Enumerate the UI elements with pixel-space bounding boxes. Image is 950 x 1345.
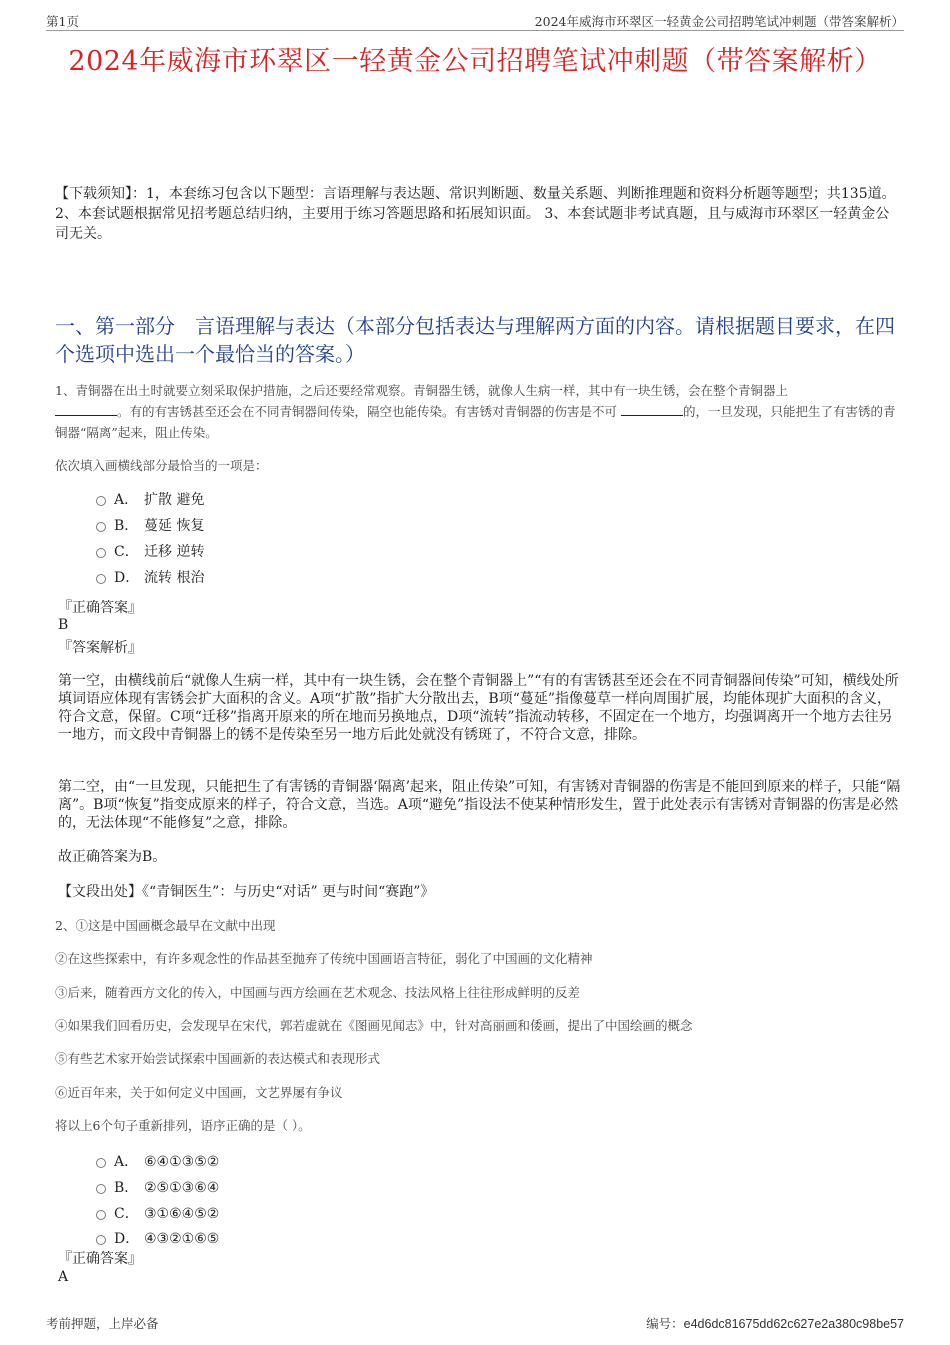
q1-option-d[interactable]: D． 流转 根治 (96, 568, 204, 588)
q1-stem-part-a: 1、青铜器在出土时就要立刻采取保护措施，之后还要经常观察。青铜器生锈，就像人生病一样，其中有一块生锈，会在整个青铜器上 (55, 383, 788, 398)
page-number: 第1页 (46, 14, 79, 29)
radio-icon[interactable] (96, 522, 106, 532)
q2-line-3: ③后来，随着西方文化的传入，中国画与西方绘画在艺术观念、技法风格上往往形成鲜明的反差 (55, 985, 581, 1000)
q2-line-1: 2、①这是中国画概念最早在文献中出现 (55, 918, 276, 933)
q2-answer-label: 『正确答案』 (58, 1251, 142, 1267)
q1-stem-part-c: 的，一旦发现，只能把生了有害锈的青铜器“隔离”起来，阻止传染。 (55, 404, 896, 440)
q2-line-6: ⑥近百年来，关于如何定义中国画，文艺界屡有争议 (55, 1085, 343, 1100)
q2-line-2: ②在这些探索中，有许多观念性的作品甚至抛弃了传统中国画语言特征，弱化了中国画的文化精神 (55, 951, 593, 966)
q2-option-b[interactable]: B． ②⑤①③⑥④ (96, 1178, 219, 1198)
q1-blank-2 (621, 403, 683, 416)
q2-option-d[interactable]: D． ④③②①⑥⑤ (96, 1229, 219, 1249)
q1-analysis-paragraph-2: 第二空，由“一旦发现，只能把生了有害锈的青铜器‘隔离’起来，阻止传染”可知，有害锈对青铜器的伤害是不能回到原来的样子，只能“隔离”。B项“恢复”指变成原来的样子，符合文意，当选。A项“避免”指设法不使某种情形发生，置于此处表示有害锈对青铜器的伤害是必然的，无法体现“不能修复”之意，排除。 (58, 779, 901, 831)
radio-icon[interactable] (96, 548, 106, 558)
radio-icon[interactable] (96, 1158, 106, 1168)
page-header (46, 12, 904, 31)
document-title: 2024年威海市环翠区一轻黄金公司招聘笔试冲刺题（带答案解析） (68, 46, 882, 77)
radio-icon[interactable] (96, 496, 106, 506)
radio-icon[interactable] (96, 1210, 106, 1220)
q1-analysis-conclusion: 故正确答案为B。 (58, 849, 167, 865)
radio-icon[interactable] (96, 574, 106, 584)
radio-icon[interactable] (96, 1184, 106, 1194)
q1-analysis-label: 『答案解析』 (58, 640, 142, 656)
radio-icon[interactable] (96, 1235, 106, 1245)
q1-option-c[interactable]: C． 迁移 逆转 (96, 542, 204, 562)
page-footer (46, 1314, 904, 1332)
q2-option-a[interactable]: A． ⑥④①③⑤② (96, 1152, 219, 1172)
q1-answer: B (58, 617, 69, 633)
download-notice: 【下载须知】：1，本套练习包含以下题型：言语理解与表达题、常识判断题、数量关系题、判断推理题和资料分析题等题型；共135道。 2、本套试题根据常见招考题总结归纳，主要用于练习答题思路和拓展知识面。 3、本套试题非考试真题，且与威海市环翠区一轻黄金公司无关。 (55, 186, 896, 242)
q1-stem-part-b: 。有的有害锈甚至还会在不同青铜器间传染，隔空也能传染。有害锈对青铜器的伤害是不可 (117, 404, 618, 419)
q1-analysis-paragraph-1: 第一空，由横线前后“就像人生病一样，其中有一块生锈，会在整个青铜器上”“有的有害锈甚至还会在不同青铜器间传染”可知，横线处所填词语应体现有害锈会扩大面积的含义。A项“扩散”指扩大分散出去，B项“蔓延”指像蔓草一样向周围扩展，均能体现扩大面积的含义，符合文意，保留。C项“迁移”指离开原来的所在地而另换地点，D项“流转”指流动转移，不固定在一个地方，均强调离开一个地方去往另一地方，而文段中青铜器上的锈不是传染至另一地方后此处就没有锈斑了，不符合文意，排除。 (58, 673, 899, 743)
footer-slogan: 考前押题，上岸必备 (46, 1316, 159, 1331)
q2-line-5: ⑤有些艺术家开始尝试探索中国画新的表达模式和表现形式 (55, 1051, 381, 1066)
q2-option-c[interactable]: C． ③①⑥④⑤② (96, 1204, 219, 1224)
q1-source: 【文段出处】《“青铜医生”：与历史“对话” 更与时间“赛跑”》 (58, 884, 435, 900)
q1-option-a[interactable]: A． 扩散 避免 (96, 490, 204, 510)
q1-stem (55, 380, 902, 443)
q1-option-b[interactable]: B． 蔓延 恢复 (96, 516, 204, 536)
q2-line-4: ④如果我们回看历史，会发现早在宋代，郭若虚就在《图画见闻志》中，针对高丽画和倭画，提出了中国绘画的概念 (55, 1018, 693, 1033)
q2-answer: A (58, 1269, 69, 1285)
q1-instruction: 依次填入画横线部分最恰当的一项是： (55, 458, 268, 473)
footer-code: 编号：e4d6dc81675dd62c627e2a380c98be57 (646, 1316, 904, 1331)
q1-blank-1 (55, 403, 117, 416)
header-doc-title: 2024年威海市环翠区一轻黄金公司招聘笔试冲刺题（带答案解析） (534, 14, 904, 29)
q1-answer-label: 『正确答案』 (58, 600, 142, 616)
q2-instruction: 将以上6个句子重新排列，语序正确的是（ ）。 (55, 1118, 311, 1133)
section-heading: 一、第一部分 言语理解与表达（本部分包括表达与理解两方面的内容。请根据题目要求，在四个选项中选出一个最恰当的答案。） (55, 314, 895, 366)
